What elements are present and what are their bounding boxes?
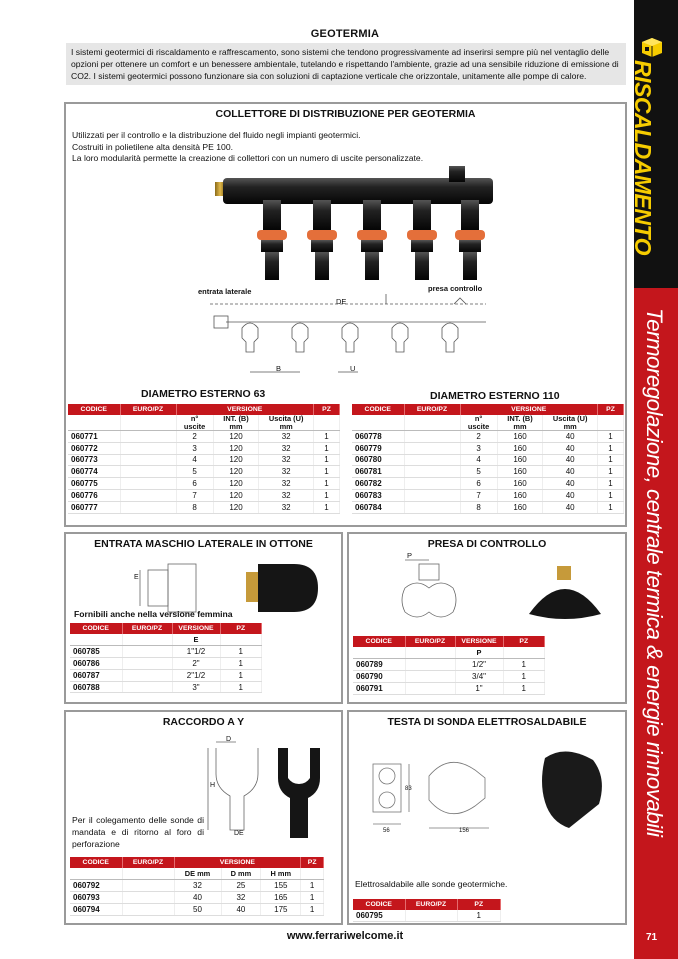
table-cell: 1 — [220, 669, 262, 681]
price-cell — [120, 431, 176, 443]
table-cell: 32 — [259, 454, 314, 466]
table-row — [70, 892, 324, 904]
product-code: 060778 — [352, 431, 404, 443]
price-cell — [120, 478, 176, 490]
table-presa — [353, 636, 545, 695]
product-code: 060771 — [68, 431, 120, 443]
price-cell — [404, 478, 460, 490]
price-cell — [122, 892, 174, 904]
col-euro: EURO/PZ — [405, 899, 457, 910]
table-cell: 32 — [221, 892, 261, 904]
table-cell: 25 — [221, 880, 261, 892]
table-cell: 1 — [314, 501, 340, 513]
table-cell: 175 — [261, 903, 301, 915]
col-euro: EURO/PZ — [122, 623, 172, 634]
col-codice: CODICE — [352, 404, 404, 415]
table-cell: 1 — [220, 646, 262, 658]
table-cell: 1 — [598, 478, 624, 490]
table-raccordo-body — [70, 880, 324, 915]
col-versione: VERSIONE — [455, 636, 503, 647]
product-code: 060792 — [70, 880, 122, 892]
table-cell: 1 — [598, 501, 624, 513]
price-cell — [122, 903, 174, 915]
table-row — [70, 646, 262, 658]
table-cell: 1 — [314, 489, 340, 501]
label-u: U — [350, 364, 356, 373]
table-row — [352, 442, 624, 454]
table-cell: 4 — [176, 454, 213, 466]
table-cell: 32 — [259, 478, 314, 490]
table-row — [352, 454, 624, 466]
table-cell: 2" — [172, 658, 220, 670]
manifold-photo — [211, 160, 501, 284]
sub-uscite: n° uscite — [176, 415, 213, 431]
table-testa — [353, 899, 501, 922]
col-codice: CODICE — [353, 636, 405, 647]
table-cell: 7 — [460, 489, 497, 501]
product-code: 060772 — [68, 442, 120, 454]
table-cell: 160 — [497, 442, 543, 454]
table-cell: 40 — [543, 489, 598, 501]
table-cell: 1 — [503, 671, 545, 683]
label-b: B — [276, 364, 282, 373]
table-cell: 160 — [497, 431, 543, 443]
table-row — [68, 478, 340, 490]
product-code: 060777 — [68, 501, 120, 513]
price-cell — [405, 659, 455, 671]
table-row — [352, 501, 624, 513]
table-row — [68, 466, 340, 478]
sub-de: DE mm — [174, 868, 221, 880]
price-cell — [405, 671, 455, 683]
col-codice: CODICE — [70, 857, 122, 868]
sub-uscite: n° uscite — [460, 415, 497, 431]
presa-dim-p: P — [407, 551, 413, 560]
price-cell — [122, 669, 172, 681]
table-row — [353, 682, 545, 694]
table-heading-110: DIAMETRO ESTERNO 110 — [430, 390, 560, 402]
col-versione: VERSIONE — [174, 857, 301, 868]
sub-uscita-u: Uscita (U) mm — [543, 415, 598, 431]
table-cell: 40 — [174, 892, 221, 904]
table-cell: 40 — [543, 431, 598, 443]
table-cell: 3 — [176, 442, 213, 454]
collettore-desc-line: La loro modularità permette la creazione di collettori con un numero di uscite personalizzate. — [72, 153, 424, 163]
price-cell — [405, 682, 455, 694]
sub-int-b: INT. (B) mm — [213, 415, 259, 431]
table-cell: 40 — [543, 478, 598, 490]
table-testa-body — [353, 910, 501, 922]
table-63-body — [68, 431, 340, 514]
col-euro: EURO/PZ — [122, 857, 174, 868]
table-cell: 40 — [221, 903, 261, 915]
table-cell: 160 — [497, 478, 543, 490]
product-code: 060786 — [70, 658, 122, 670]
testa-dim-156: 156 — [459, 828, 470, 834]
testa-dim-83: 83 — [405, 786, 412, 792]
presa-title: PRESA DI CONTROLLO — [427, 538, 547, 550]
table-row — [68, 489, 340, 501]
table-cell: 1 — [457, 910, 501, 922]
col-pz: PZ — [457, 899, 501, 910]
price-cell — [122, 681, 172, 693]
table-cell: 1 — [598, 442, 624, 454]
price-cell — [404, 466, 460, 478]
entrata-section — [64, 532, 343, 704]
table-cell: 50 — [174, 903, 221, 915]
table-row — [353, 659, 545, 671]
table-cell — [405, 910, 457, 922]
col-codice: CODICE — [68, 404, 120, 415]
table-cell: 1 — [314, 478, 340, 490]
product-code: 060795 — [353, 910, 405, 922]
table-cell: 6 — [176, 478, 213, 490]
entrata-title: ENTRATA MASCHIO LATERALE IN OTTONE — [94, 538, 313, 550]
table-row — [353, 671, 545, 683]
price-cell — [404, 489, 460, 501]
sidebar-category: RISCALDAMENTO — [630, 60, 656, 255]
table-cell: 32 — [259, 466, 314, 478]
product-code: 060775 — [68, 478, 120, 490]
col-pz: PZ — [314, 404, 340, 415]
table-cell: 1" — [455, 682, 503, 694]
table-110-body — [352, 431, 624, 514]
price-cell — [120, 442, 176, 454]
sub-int-b: INT. (B) mm — [497, 415, 543, 431]
table-cell: 120 — [213, 431, 259, 443]
table-cell: 1 — [598, 466, 624, 478]
price-cell — [122, 646, 172, 658]
table-row — [70, 903, 324, 915]
table-row — [70, 880, 324, 892]
price-cell — [120, 466, 176, 478]
table-cell: 3 — [460, 442, 497, 454]
table-cell: 2"1/2 — [172, 669, 220, 681]
col-pz: PZ — [598, 404, 624, 415]
entrata-note: Fornibili anche nella versione femmina — [74, 609, 233, 619]
table-cell: 1 — [301, 892, 324, 904]
table-cell: 120 — [213, 466, 259, 478]
product-code: 060787 — [70, 669, 122, 681]
raccordo-dim-h: H — [210, 782, 216, 789]
table-cell: 3" — [172, 681, 220, 693]
product-code: 060781 — [352, 466, 404, 478]
col-euro: EURO/PZ — [120, 404, 176, 415]
col-codice: CODICE — [70, 623, 122, 634]
table-row — [352, 431, 624, 443]
collettore-section — [64, 102, 627, 527]
raccordo-description: Per il colegamento delle sonde di mandata e di ritorno al foro di perforazione — [72, 815, 204, 849]
table-cell: 1 — [220, 681, 262, 693]
product-code: 060776 — [68, 489, 120, 501]
product-code: 060774 — [68, 466, 120, 478]
table-cell: 7 — [176, 489, 213, 501]
page-title: GEOTERMIA — [310, 28, 380, 40]
table-cell: 8 — [176, 501, 213, 513]
table-cell: 1 — [598, 489, 624, 501]
product-code: 060788 — [70, 681, 122, 693]
col-euro: EURO/PZ — [404, 404, 460, 415]
table-cell: 5 — [176, 466, 213, 478]
table-row — [70, 669, 262, 681]
table-presa-body — [353, 659, 545, 694]
raccordo-title: RACCORDO A Y — [162, 716, 245, 728]
price-cell — [120, 454, 176, 466]
presa-drawing — [397, 552, 627, 632]
cube-logo-icon — [639, 36, 665, 58]
table-cell: 120 — [213, 442, 259, 454]
page-number: 71 — [646, 932, 658, 943]
table-cell: 1 — [301, 903, 324, 915]
col-versione: VERSIONE — [176, 404, 314, 415]
footer-url[interactable]: www.ferrariwelcome.it — [286, 930, 404, 942]
col-codice: CODICE — [353, 899, 405, 910]
table-cell: 6 — [460, 478, 497, 490]
product-code: 060789 — [353, 659, 405, 671]
product-code: 060791 — [353, 682, 405, 694]
table-row — [68, 431, 340, 443]
sub-p: P — [455, 647, 503, 659]
testa-description: Elettrosaldabile alle sonde geotermiche. — [355, 879, 508, 889]
table-cell: 165 — [261, 892, 301, 904]
product-code: 060773 — [68, 454, 120, 466]
label-presa-controllo: presa controllo — [428, 284, 483, 293]
table-row — [68, 442, 340, 454]
table-cell: 1"1/2 — [172, 646, 220, 658]
table-cell: 40 — [543, 501, 598, 513]
sub-h: H mm — [261, 868, 301, 880]
price-cell — [404, 431, 460, 443]
testa-title: TESTA DI SONDA ELETTROSALDABILE — [387, 716, 587, 728]
price-cell — [404, 442, 460, 454]
product-code: 060785 — [70, 646, 122, 658]
product-code: 060783 — [352, 489, 404, 501]
price-cell — [404, 501, 460, 513]
price-cell — [404, 454, 460, 466]
price-cell — [122, 880, 174, 892]
table-row — [70, 681, 262, 693]
table-cell: 32 — [259, 489, 314, 501]
table-cell: 120 — [213, 489, 259, 501]
col-pz: PZ — [503, 636, 545, 647]
table-cell: 8 — [460, 501, 497, 513]
table-cell: 1 — [503, 682, 545, 694]
col-pz: PZ — [301, 857, 324, 868]
table-cell: 120 — [213, 478, 259, 490]
product-code: 060790 — [353, 671, 405, 683]
table-cell: 1 — [301, 880, 324, 892]
price-cell — [122, 658, 172, 670]
table-diametro-110 — [352, 404, 624, 514]
table-cell: 32 — [259, 431, 314, 443]
product-code: 060784 — [352, 501, 404, 513]
presa-section — [347, 532, 627, 704]
table-row — [352, 478, 624, 490]
raccordo-drawing — [206, 734, 336, 844]
table-cell: 32 — [259, 442, 314, 454]
sub-e: E — [172, 634, 220, 646]
table-row — [68, 501, 340, 513]
table-diametro-63 — [68, 404, 340, 514]
table-cell: 1 — [220, 658, 262, 670]
col-versione: VERSIONE — [172, 623, 220, 634]
col-pz: PZ — [220, 623, 262, 634]
sub-uscita-u: Uscita (U) mm — [259, 415, 314, 431]
table-row — [68, 454, 340, 466]
table-row — [352, 466, 624, 478]
table-cell: 3/4" — [455, 671, 503, 683]
price-cell — [120, 501, 176, 513]
label-de: DE — [336, 297, 347, 306]
product-code: 060794 — [70, 903, 122, 915]
sub-d: D mm — [221, 868, 261, 880]
table-cell: 40 — [543, 454, 598, 466]
table-cell: 160 — [497, 489, 543, 501]
intro-text: I sistemi geotermici di riscaldamento e raffrescamento, sono sistemi che tendono progressivamente ad inserirsi sempre più nel ventaglio delle opzioni per ottenere un comfort e un benessere ambientale, tutelando e rispettando l'ambiente, grazie ad una sensibile riduzione di emissione di CO2. I sistemi geotermici possono funzionare sia con soluzioni di captazione verticale che orizzontale, unitamente alle pompe di calore. — [66, 43, 626, 85]
testa-dim-56: 56 — [383, 828, 390, 834]
col-versione: VERSIONE — [460, 404, 598, 415]
table-cell: 4 — [460, 454, 497, 466]
table-cell: 1 — [314, 442, 340, 454]
table-cell: 1 — [503, 659, 545, 671]
price-cell — [120, 489, 176, 501]
table-row — [352, 489, 624, 501]
col-euro: EURO/PZ — [405, 636, 455, 647]
table-cell: 1 — [314, 431, 340, 443]
table-cell: 1 — [314, 454, 340, 466]
table-cell: 1/2" — [455, 659, 503, 671]
table-cell: 120 — [213, 454, 259, 466]
raccordo-section — [64, 710, 343, 925]
table-cell: 32 — [174, 880, 221, 892]
raccordo-dim-d: D — [226, 736, 232, 743]
table-heading-63: DIAMETRO ESTERNO 63 — [141, 388, 266, 400]
table-cell: 5 — [460, 466, 497, 478]
table-cell: 155 — [261, 880, 301, 892]
raccordo-dim-de: DE — [234, 830, 244, 837]
table-row — [353, 910, 501, 922]
product-code: 060779 — [352, 442, 404, 454]
table-cell: 2 — [460, 431, 497, 443]
table-cell: 1 — [314, 466, 340, 478]
entrata-dim-e: E — [134, 574, 139, 581]
testa-drawing — [369, 742, 619, 842]
product-code: 060793 — [70, 892, 122, 904]
table-cell: 160 — [497, 466, 543, 478]
testa-section — [347, 710, 627, 925]
table-cell: 160 — [497, 501, 543, 513]
label-entrata-laterale: entrata laterale — [198, 287, 252, 296]
collettore-desc-line: Utilizzati per il controllo e la distribuzione del fluido negli impianti geotermici. — [72, 130, 361, 140]
table-entrata-body — [70, 646, 262, 693]
table-cell: 1 — [598, 454, 624, 466]
table-cell: 2 — [176, 431, 213, 443]
sidebar-subtitle: Termoregolazione, centrale termica & energie rinnovabili — [642, 308, 667, 837]
collettore-desc-line: Costruiti in polietilene alta densità PE 100. — [72, 141, 233, 152]
table-cell: 120 — [213, 501, 259, 513]
table-cell: 40 — [543, 442, 598, 454]
table-row — [70, 658, 262, 670]
product-code: 060780 — [352, 454, 404, 466]
collettore-title: COLLETTORE DI DISTRIBUZIONE PER GEOTERMIA — [215, 108, 476, 120]
table-cell: 1 — [598, 431, 624, 443]
table-raccordo — [70, 857, 324, 916]
table-cell: 160 — [497, 454, 543, 466]
table-entrata — [70, 623, 262, 693]
table-cell: 40 — [543, 466, 598, 478]
table-cell: 32 — [259, 501, 314, 513]
product-code: 060782 — [352, 478, 404, 490]
